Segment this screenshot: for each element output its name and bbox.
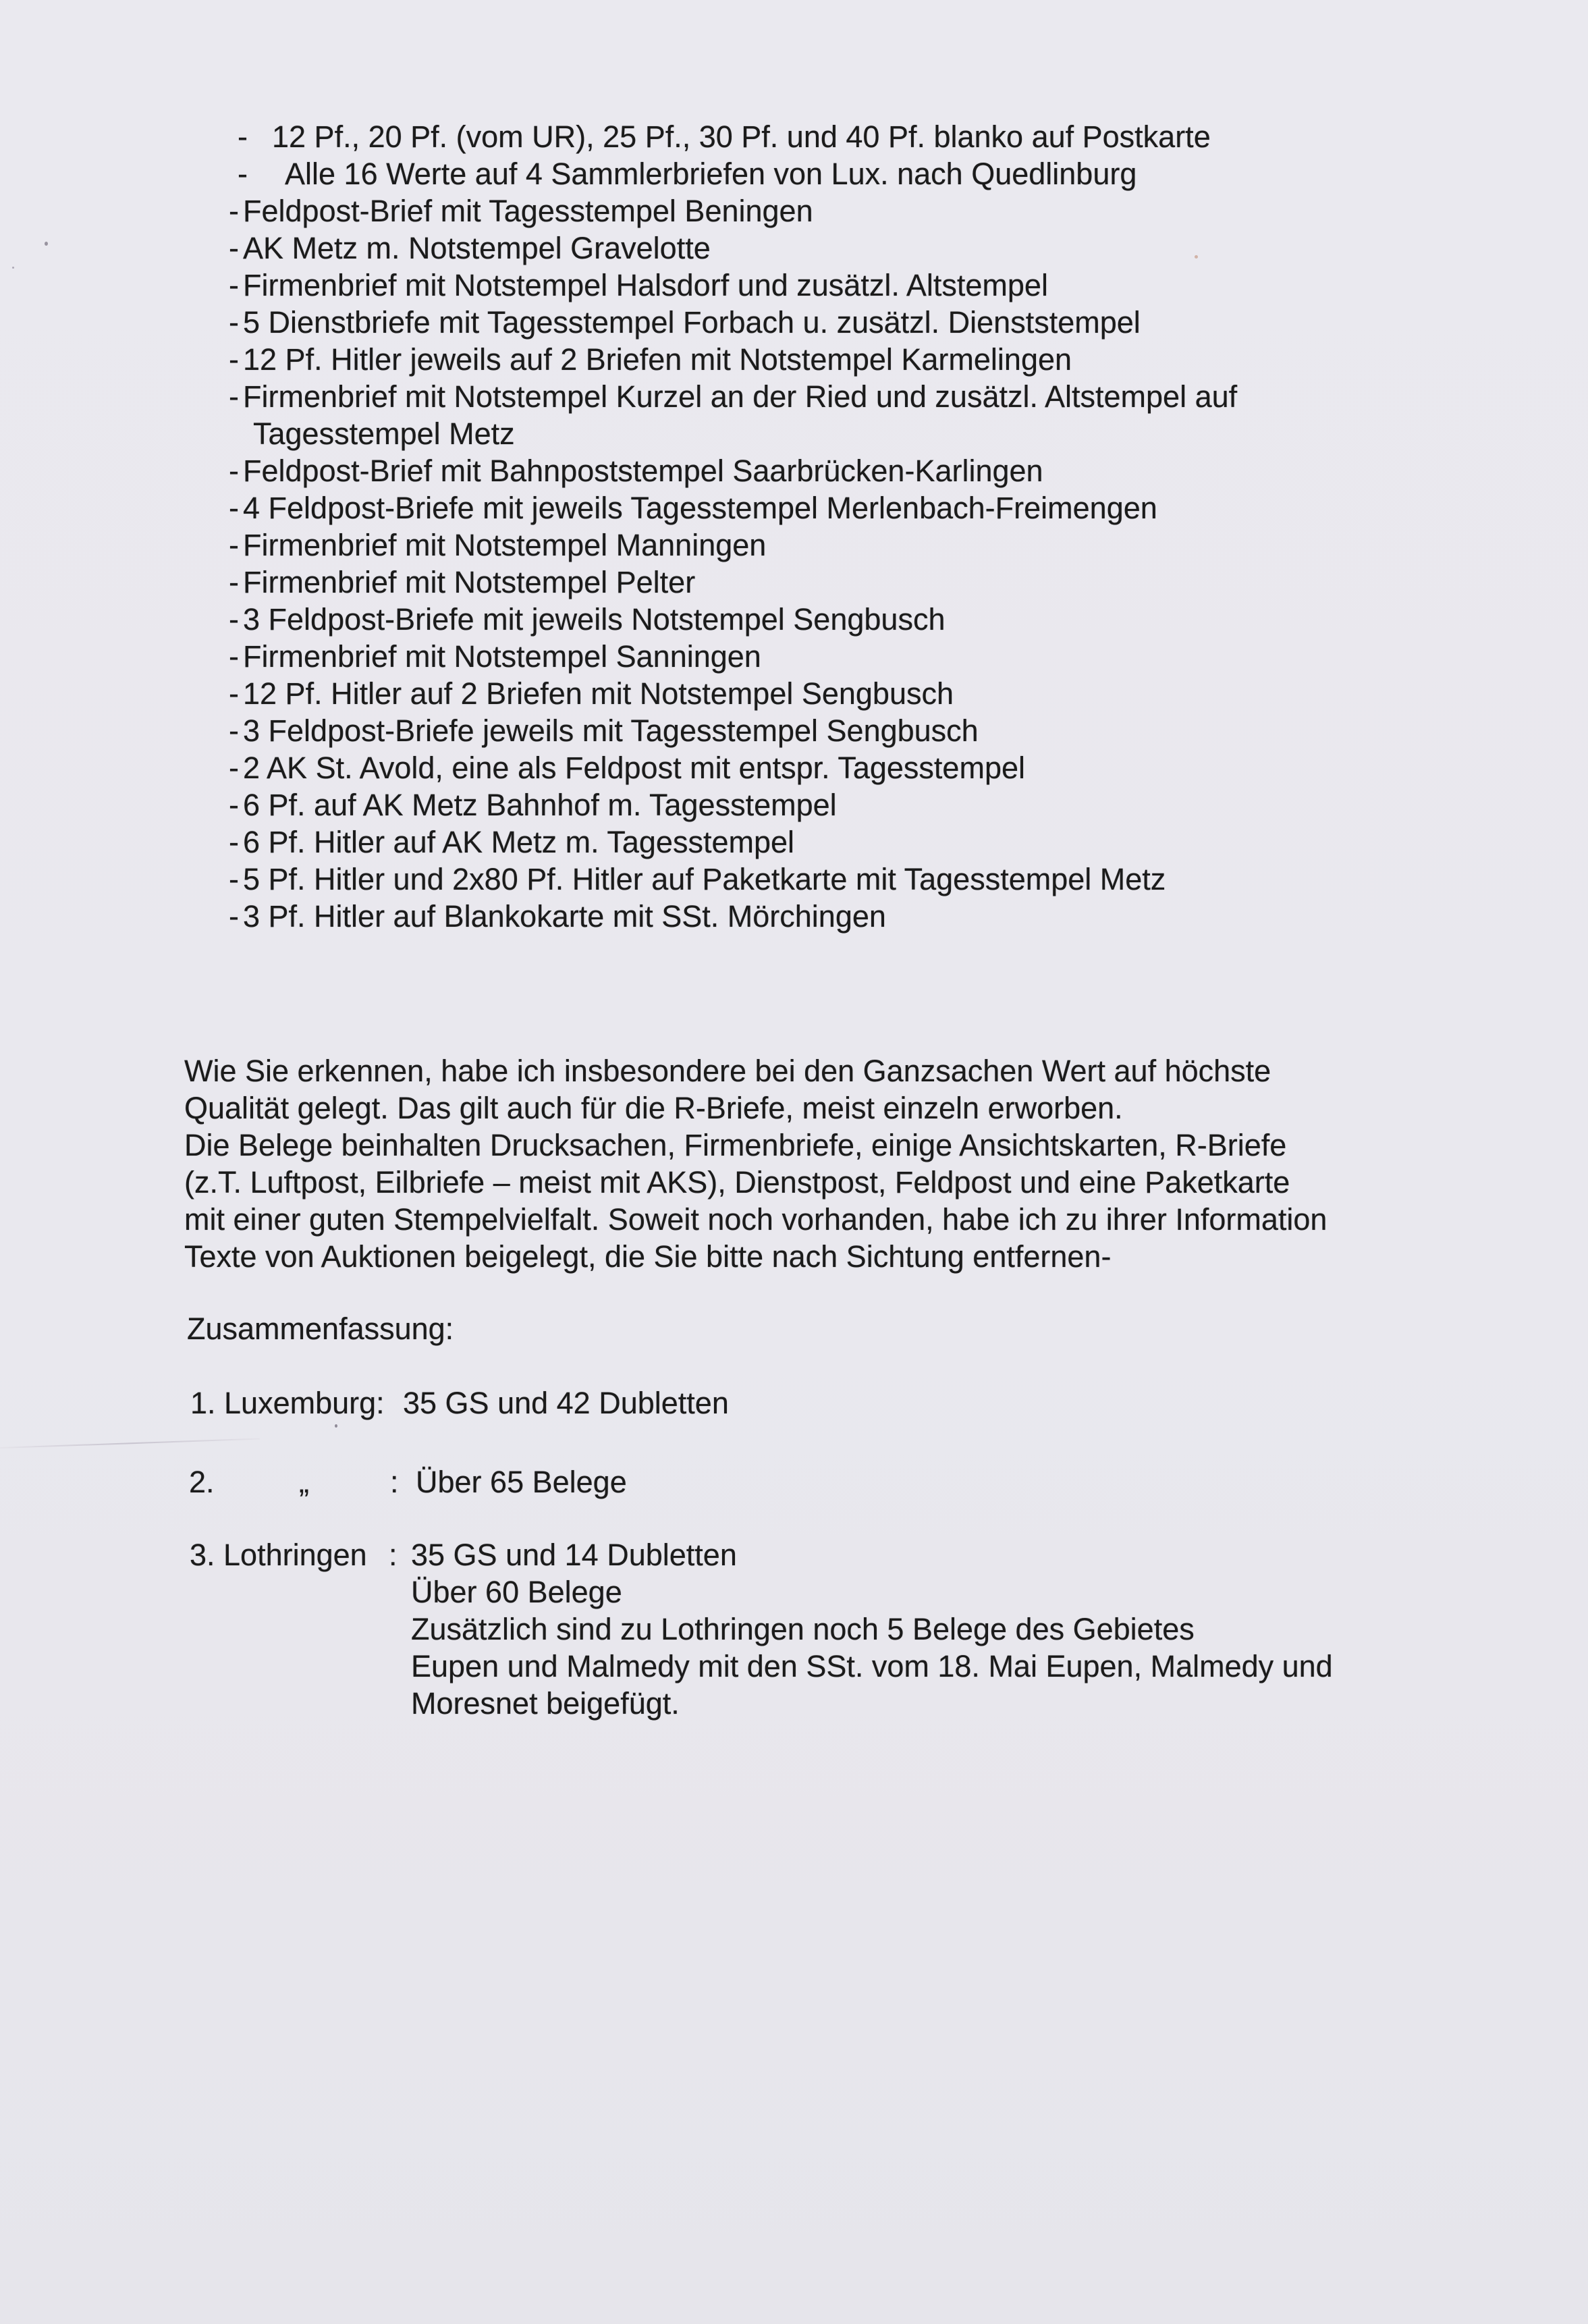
list-item-text: Firmenbrief mit Notstempel Pelter [243, 565, 696, 599]
list-item [238, 155, 1376, 192]
list-item-text: Feldpost-Brief mit Bahnpoststempel Saarbrücken-Karlingen [243, 454, 1043, 488]
scan-scratch [0, 1438, 260, 1449]
list-item-text: Firmenbrief mit Notstempel Halsdorf und zusätzl. Altstempel [243, 268, 1048, 302]
list-item [229, 749, 1376, 786]
summary-item-lothringen [0, 1536, 1588, 1722]
text-line: 35 GS und 14 Dubletten [411, 1538, 737, 1572]
list-item-text: Tagesstempel Metz [253, 416, 515, 451]
text-line: Wie Sie erkennen, habe ich insbesondere bei den Ganzsachen Wert auf höchste [184, 1054, 1271, 1088]
list-item [229, 823, 1376, 861]
list-item-text: 5 Pf. Hitler und 2x80 Pf. Hitler auf Paketkarte mit Tagesstempel Metz [243, 862, 1166, 896]
list-item [229, 304, 1376, 341]
dash-marker: - [229, 899, 239, 934]
list-item-text: 3 Feldpost-Briefe jeweils mit Tagesstempel Sengbusch [243, 713, 979, 748]
text-line: Zusätzlich sind zu Lothringen noch 5 Belege des Gebietes [411, 1612, 1195, 1646]
summary-item-3-label: 3. Lothringen [190, 1538, 367, 1572]
dash-marker: - [229, 565, 239, 599]
dash-marker: - [229, 268, 239, 302]
scan-speck [45, 242, 48, 246]
dash-marker: - [229, 788, 239, 822]
summary-item-2-colon: : [390, 1465, 399, 1499]
summary-heading: Zusammenfassung: [187, 1312, 454, 1346]
summary-item-3-lines [411, 1536, 1333, 1722]
cover-letter-paragraph [184, 1052, 1500, 1275]
list-item-text: AK Metz m. Notstempel Gravelotte [243, 231, 711, 265]
dash-marker: - [229, 194, 239, 228]
list-item-text: 12 Pf. Hitler jeweils auf 2 Briefen mit Notstempel Karmelingen [243, 342, 1072, 377]
summary-item-3-colon: : [389, 1538, 398, 1572]
list-item-text: Feldpost-Brief mit Tagesstempel Beningen [243, 194, 813, 228]
list-item [229, 712, 1376, 749]
summary-item-luxemburg-belege [0, 1463, 1588, 1501]
summary-item-2-number: 2. [189, 1465, 215, 1499]
dash-marker: - [229, 342, 239, 377]
list-item [229, 192, 1376, 229]
dash-marker: - [229, 751, 239, 785]
list-item [229, 675, 1376, 712]
dash-marker: - [229, 305, 239, 340]
list-item [229, 526, 1376, 564]
list-item [253, 415, 1376, 452]
list-item [229, 638, 1376, 675]
dash-marker: - [229, 862, 239, 896]
list-item [229, 861, 1376, 898]
summary-item-1-value: 35 GS und 42 Dubletten [403, 1386, 729, 1420]
dash-marker: - [229, 639, 239, 674]
list-item [229, 341, 1376, 378]
text-line: Über 60 Belege [411, 1575, 622, 1609]
list-item-text: Firmenbrief mit Notstempel Manningen [243, 528, 767, 562]
list-item-text: 12 Pf. Hitler auf 2 Briefen mit Notstempel Sengbusch [243, 676, 954, 711]
summary-item-luxemburg-gs [0, 1384, 1588, 1422]
list-item-text: 2 AK St. Avold, eine als Feldpost mit entspr. Tagesstempel [243, 751, 1025, 785]
dash-marker: - [229, 491, 239, 525]
list-item [229, 564, 1376, 601]
list-item [229, 229, 1376, 267]
text-line: (z.T. Luftpost, Eilbriefe – meist mit AKS), Dienstpost, Feldpost und eine Paketkarte [184, 1165, 1290, 1199]
list-item-text: Firmenbrief mit Notstempel Kurzel an der Ried und zusätzl. Altstempel auf [243, 379, 1238, 414]
scan-speck [335, 1424, 337, 1428]
dash-marker: - [229, 454, 239, 488]
dash-marker: - [229, 602, 239, 637]
list-item [229, 489, 1376, 526]
list-item-text: 6 Pf. Hitler auf AK Metz m. Tagesstempel [243, 825, 795, 859]
text-line: Qualität gelegt. Das gilt auch für die R-Briefe, meist einzeln erworben. [184, 1091, 1123, 1125]
dash-marker: - [238, 157, 248, 191]
scan-speck [12, 267, 14, 269]
list-item [229, 898, 1376, 935]
inventory-list [229, 118, 1376, 935]
list-item [238, 118, 1376, 155]
text-line: mit einer guten Stempelvielfalt. Soweit noch vorhanden, habe ich zu ihrer Information [184, 1202, 1327, 1237]
dash-marker: - [238, 119, 248, 154]
summary-item-1-label: 1. Luxemburg: [190, 1386, 385, 1420]
dash-marker: - [229, 713, 239, 748]
dash-marker: - [229, 379, 239, 414]
dash-marker: - [229, 676, 239, 711]
list-item [229, 378, 1376, 415]
list-item-text: 5 Dienstbriefe mit Tagesstempel Forbach u. zusätzl. Dienststempel [243, 305, 1141, 340]
list-item-text: 12 Pf., 20 Pf. (vom UR), 25 Pf., 30 Pf. und 40 Pf. blanko auf Postkarte [272, 119, 1211, 154]
text-line: Texte von Auktionen beigelegt, die Sie bitte nach Sichtung entfernen- [184, 1239, 1112, 1274]
list-item-text: Alle 16 Werte auf 4 Sammlerbriefen von Lux. nach Quedlinburg [285, 157, 1137, 191]
dash-marker: - [229, 231, 239, 265]
text-line: Eupen und Malmedy mit den SSt. vom 18. Mai Eupen, Malmedy und [411, 1649, 1333, 1683]
summary-item-2-value: Über 65 Belege [416, 1465, 627, 1499]
list-item-text: Firmenbrief mit Notstempel Sanningen [243, 639, 761, 674]
text-line: Die Belege beinhalten Drucksachen, Firmenbriefe, einige Ansichtskarten, R-Briefe [184, 1128, 1287, 1162]
list-item-text: 3 Feldpost-Briefe mit jeweils Notstempel Sengbusch [243, 602, 946, 637]
list-item [229, 452, 1376, 489]
list-item [229, 601, 1376, 638]
list-item-text: 6 Pf. auf AK Metz Bahnhof m. Tagesstempel [243, 788, 837, 822]
text-line: Moresnet beigefügt. [411, 1686, 680, 1721]
list-item [229, 267, 1376, 304]
dash-marker: - [229, 528, 239, 562]
list-item [229, 786, 1376, 823]
dash-marker: - [229, 825, 239, 859]
ditto-mark: „ [299, 1465, 309, 1499]
list-item-text: 4 Feldpost-Briefe mit jeweils Tagesstempel Merlenbach-Freimengen [243, 491, 1157, 525]
list-item-text: 3 Pf. Hitler auf Blankokarte mit SSt. Mörchingen [243, 899, 886, 934]
